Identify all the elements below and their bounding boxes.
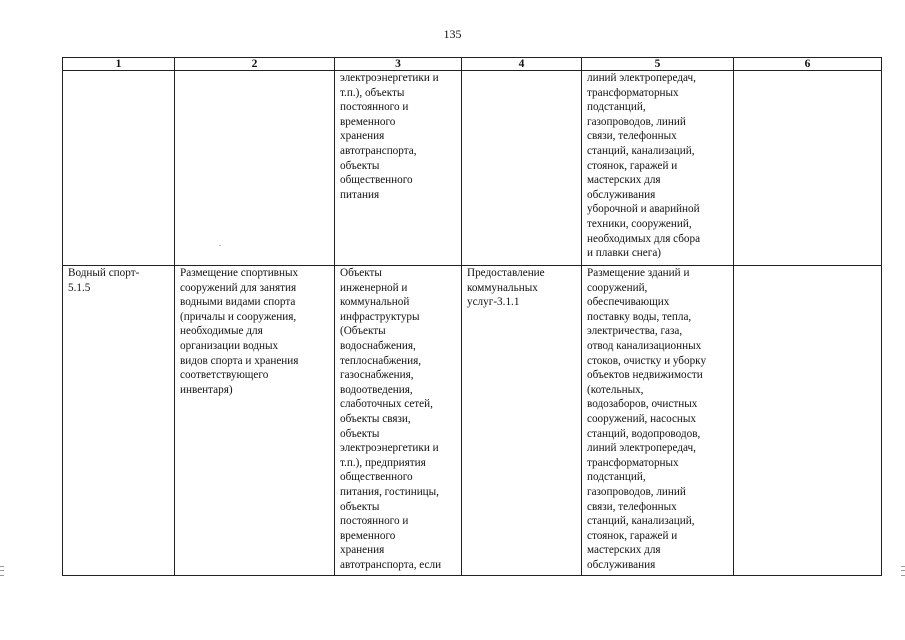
cell-text: электроэнергетики и т.п.), объекты постоянного и временного хранения автотранспорта, объекты общественного питания: [340, 72, 439, 201]
column-header-2: 2: [175, 58, 335, 71]
table-cell: [175, 71, 335, 266]
table-cell: [63, 71, 175, 266]
cell-text: Предоставление коммунальных услуг-3.1.1: [467, 267, 545, 309]
scan-speck: [219, 245, 221, 246]
table-cell: [63, 266, 175, 576]
table-cell: [582, 266, 734, 576]
column-header-6: 6: [734, 58, 882, 71]
page-number: 135: [443, 27, 462, 41]
column-header-5: 5: [582, 58, 734, 71]
column-header-1: 1: [63, 58, 175, 71]
table-row: [63, 71, 882, 266]
column-header-3: 3: [335, 58, 462, 71]
left-margin-mark: [0, 566, 4, 576]
table-cell: [462, 266, 582, 576]
table-cell: [462, 71, 582, 266]
table-cell: [582, 71, 734, 266]
table-cell: [335, 71, 462, 266]
table-cell: [734, 71, 882, 266]
column-header-4: 4: [462, 58, 582, 71]
table-row: [63, 266, 882, 576]
cell-text: Водный спорт- 5.1.5: [68, 267, 140, 294]
right-margin-mark: [901, 566, 905, 576]
cell-text: Объекты инженерной и коммунальной инфраструктуры (Объекты водоснабжения, теплоснабжения, газоснабжения, водоотведения, слаботочных сетей, объекты связи, объекты электроэнергетики и т.п.), предприятия общественного питания, гостиницы, объекты постоянного и временного хранения автотранспорта, если: [340, 267, 442, 571]
cell-text: Размещение спортивных сооружений для занятия водными видами спорта (причалы и сооружения, необходимые для организации водных видов спорта и хранения соответствующего инвентаря): [180, 267, 299, 396]
table-header-row: [63, 58, 882, 71]
cell-text: линий электропередач, трансформаторных подстанций, газопроводов, линий связи, телефонных станций, канализаций, стоянок, гаражей и мастерских для обслуживания уборочной и аварийной техники, сооружений, необходимых для сбора и плавки снега): [587, 72, 701, 260]
table-cell: [335, 266, 462, 576]
table-cell: [734, 266, 882, 576]
zoning-table: [62, 57, 882, 576]
cell-text: Размещение зданий и сооружений, обеспечивающих поставку воды, тепла, электричества, газа, отвод канализационных стоков, очистку и уборку объектов недвижимости (котельных, водозаборов, очистных сооружений, насосных станций, водопроводов, линий электропередач, трансформаторных подстанций, газопроводов, линий связи, телефонных станций, канализаций, стоянок, гаражей и мастерских для обслуживания: [587, 267, 707, 571]
table-cell: [175, 266, 335, 576]
